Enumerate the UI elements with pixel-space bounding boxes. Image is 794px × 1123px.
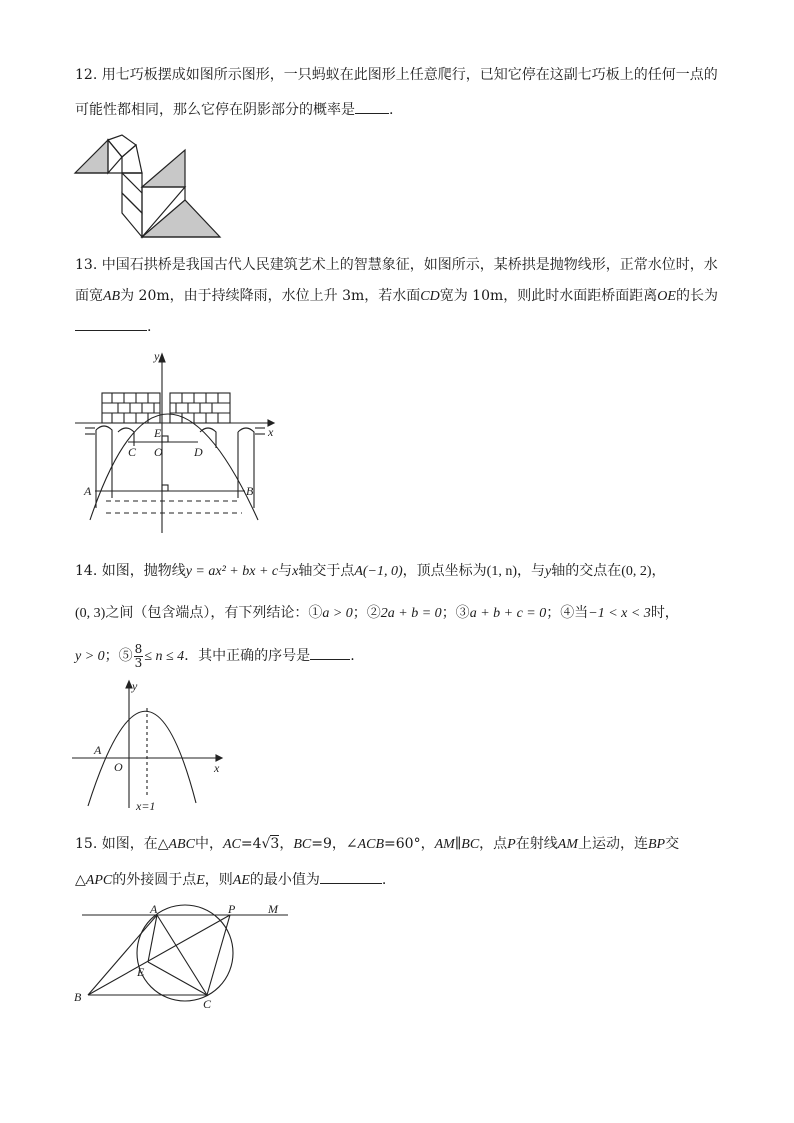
q14-line2: (0, 3)之间（包含端点），有下列结论：①a > 0；②2a + b = 0；③a + b + c = 0；④当−1 < x < 3时， <box>75 605 679 621</box>
label-B: B <box>246 484 254 498</box>
label-A: A <box>150 902 158 916</box>
segment-pc <box>207 915 230 995</box>
segment-ac <box>157 915 207 995</box>
label-x: x <box>268 425 274 439</box>
label-A: A <box>94 743 102 757</box>
q14-line3: y > 0；⑤ $\frac{8}{3}$ ≤ n ≤ 4．其中正确的序号是 . <box>75 641 355 670</box>
tangram-shaded-left <box>75 140 108 173</box>
answer-blank-14[interactable] <box>310 645 350 660</box>
q15-line2: △APC的外接圆于点E，则AE的最小值为 . <box>75 869 386 891</box>
label-P: P <box>228 902 236 916</box>
q12-text-1: 用七巧板摆成如图所示图形，一只蚂蚁在此图形上任意爬行，已知它停在这副七巧板上的任何一点的 <box>101 67 718 83</box>
label-y: y <box>154 349 160 363</box>
parabola-curve <box>88 711 196 806</box>
answer-blank-13[interactable] <box>75 316 147 331</box>
q12-line2: 可能性都相同，那么它停在阴影部分的概率是 . <box>75 99 393 120</box>
bridge-figure <box>70 348 280 538</box>
label-E: E <box>137 965 145 979</box>
q12-number: 12. <box>75 67 98 83</box>
q14-line1: 14. 如图，抛物线y = ax² + bx + c与x轴交于点A(−1, 0)，顶点坐标为(1, n)，与y轴的交点在(0, 2)， <box>75 563 666 579</box>
q12-text-2: 可能性都相同，那么它停在阴影部分的概率是 <box>75 102 355 118</box>
label-A: A <box>84 484 92 498</box>
segment-ec <box>148 962 207 995</box>
label-O: O <box>114 760 123 774</box>
q13-line2: 面宽AB为 20m，由于持续降雨，水位上升 3m，若水面CD宽为 10m，则此时水面距桥面距离OE的长为 <box>75 288 718 304</box>
q12-line1 <box>75 65 718 85</box>
parabola-graph <box>70 678 230 813</box>
tangram-shaded-bottom <box>142 200 220 237</box>
fraction-8-3: $\frac{8}{3}$ <box>134 641 143 670</box>
answer-blank-12[interactable] <box>355 99 389 114</box>
q15-line1: 15. 如图，在△ABC中，AC=4√3，BC=9，∠ACB=60°，AM∥BC，点P在射线AM上运动，连BP交 <box>75 836 680 852</box>
label-M: M <box>268 902 278 916</box>
label-y: y <box>132 679 138 693</box>
label-O: O <box>154 445 163 459</box>
segment-ba <box>88 915 157 995</box>
circle-geometry-figure <box>70 898 300 1013</box>
segment-bp <box>88 915 230 995</box>
label-B: B <box>74 990 82 1004</box>
q13-line3: . <box>75 316 151 337</box>
q13-line1: 13. 中国石拱桥是我国古代人民建筑艺术上的智慧象征，如图所示，某桥拱是抛物线形，正常水位时，水 <box>75 257 718 273</box>
label-C: C <box>203 997 212 1011</box>
sqrt-symbol: √3 <box>261 836 280 852</box>
label-E: E <box>154 426 162 440</box>
tangram-shaded-right <box>142 150 185 187</box>
label-axis-x1: x=1 <box>136 799 156 813</box>
label-x: x <box>214 761 220 775</box>
segment-ae <box>148 915 157 962</box>
answer-blank-15[interactable] <box>320 869 382 884</box>
brick-wall-right <box>170 393 230 423</box>
label-D: D <box>194 445 203 459</box>
label-C: C <box>128 445 137 459</box>
parabola-arch <box>90 414 258 520</box>
tangram-figure <box>70 135 230 245</box>
